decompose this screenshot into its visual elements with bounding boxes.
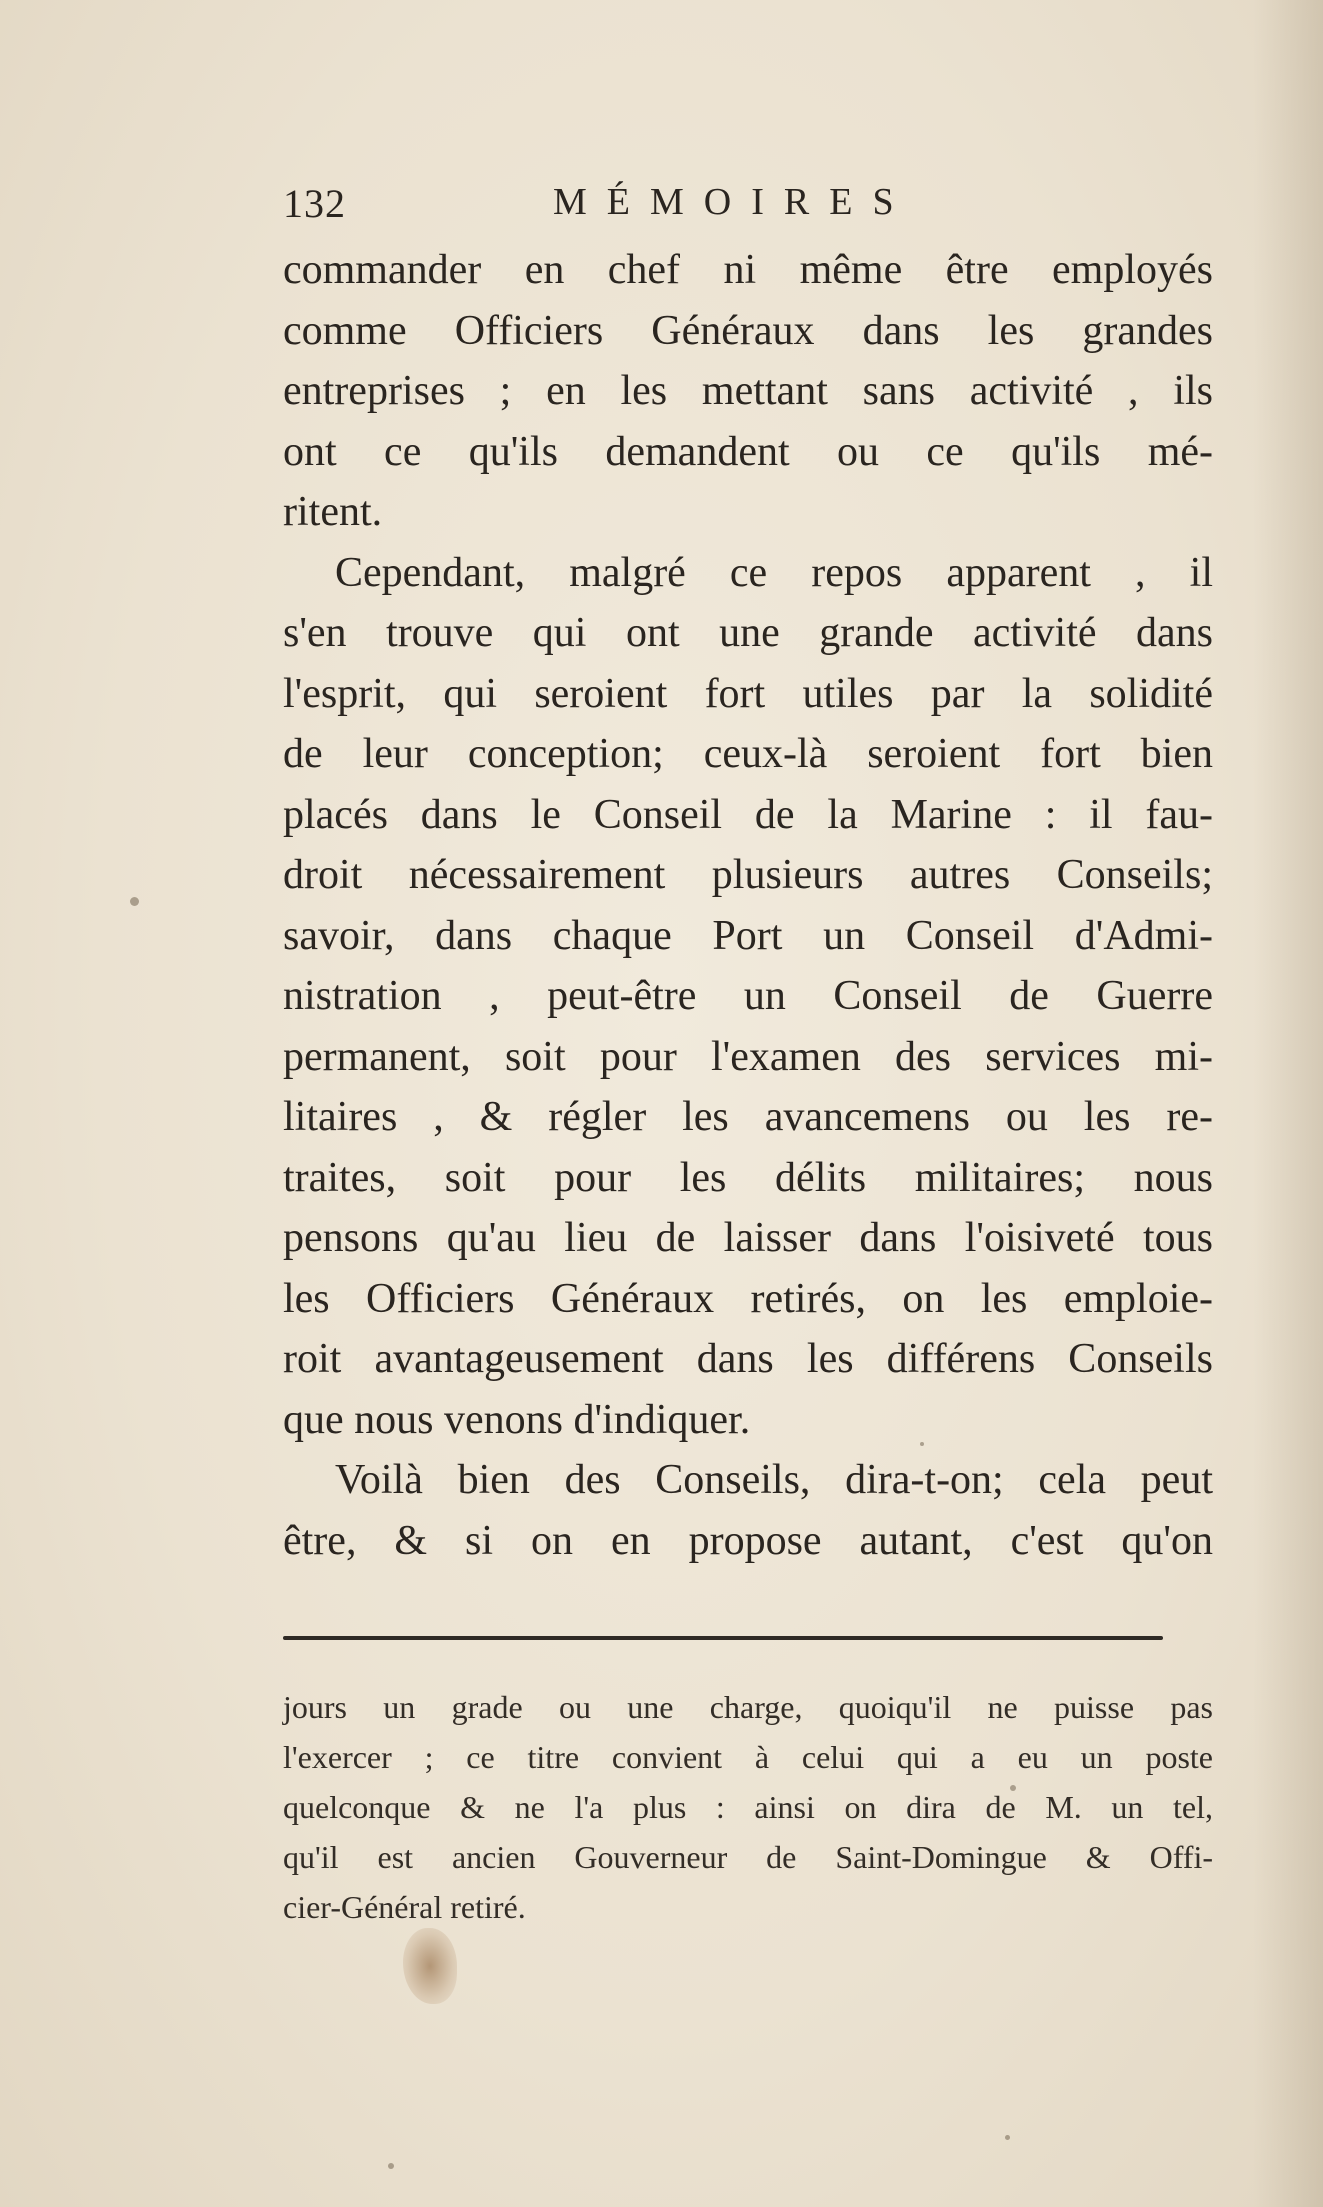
paper-speck — [1005, 2135, 1010, 2140]
page-header — [283, 176, 1213, 236]
paper-speck — [388, 2163, 394, 2169]
page-edge-shadow — [1253, 0, 1323, 2207]
ink-stain — [403, 1928, 457, 2004]
text-line: Voilà bien des Conseils, dira-t-on; cela peut — [335, 1457, 1213, 1503]
text-line: ritent. — [283, 489, 383, 535]
text-line: commander en chef ni même être employés — [283, 247, 1213, 293]
footnote-separator-rule — [283, 1636, 1163, 1640]
paper-speck — [130, 897, 139, 906]
text-line: ont ce qu'ils demandent ou ce qu'ils mé- — [283, 428, 1213, 475]
text-line: l'esprit, qui seroient fort utiles par la solidité — [283, 670, 1213, 717]
text-line: que nous venons d'indiquer. — [283, 1396, 751, 1443]
text-line: entreprises ; en les mettant sans activité , ils — [283, 368, 1213, 414]
text-line: nistration , peut-être un Conseil de Guerre — [283, 973, 1213, 1019]
footnote-line: l'exercer ; ce titre convient à celui qui a eu un poste — [283, 1739, 1213, 1775]
text-line: les Officiers Généraux retirés, on les emploie- — [283, 1275, 1213, 1322]
text-line: placés dans le Conseil de la Marine : il fau- — [283, 791, 1213, 838]
text-line: traites, soit pour les délits militaires; nous — [283, 1154, 1213, 1201]
footnote-line: cier-Général retiré. — [283, 1889, 526, 1925]
text-line: Cependant, malgré ce repos apparent , il — [335, 549, 1213, 596]
footnote-line: jours un grade ou une charge, quoiqu'il ne puisse pas — [283, 1689, 1213, 1725]
footnote — [283, 1682, 1213, 1932]
paper-speck — [920, 1442, 924, 1446]
footnote-line: qu'il est ancien Gouverneur de Saint-Domingue & Offi- — [283, 1839, 1213, 1875]
text-line: savoir, dans chaque Port un Conseil d'Admi- — [283, 912, 1213, 959]
text-line: roit avantageusement dans les différens Conseils — [283, 1336, 1213, 1382]
page-number: 132 — [283, 181, 346, 226]
text-line: pensons qu'au lieu de laisser dans l'oisiveté tous — [283, 1215, 1213, 1261]
footnote-line: quelconque & ne l'a plus : ainsi on dira de M. un tel, — [283, 1789, 1213, 1825]
running-title: MÉMOIRES — [553, 181, 914, 223]
text-line: permanent, soit pour l'examen des services mi- — [283, 1033, 1213, 1080]
text-line: de leur conception; ceux-là seroient fort bien — [283, 731, 1213, 777]
paper-speck — [1010, 1785, 1016, 1791]
text-line: litaires , & régler les avancemens ou les re- — [283, 1094, 1213, 1140]
text-line: comme Officiers Généraux dans les grandes — [283, 307, 1213, 354]
text-line: droit nécessairement plusieurs autres Conseils; — [283, 852, 1213, 898]
text-line: être, & si on en propose autant, c'est qu'on — [283, 1517, 1213, 1564]
main-text — [283, 240, 1213, 1571]
text-line: s'en trouve qui ont une grande activité dans — [283, 610, 1213, 656]
